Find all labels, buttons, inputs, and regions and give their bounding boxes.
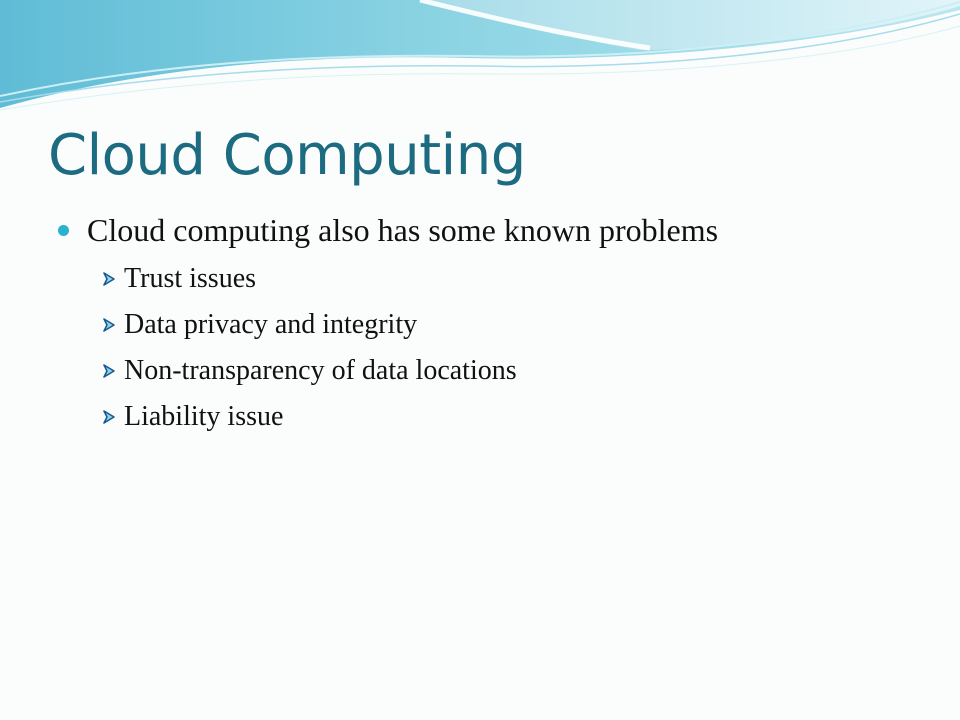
main-bullet-text: Cloud computing also has some known problems xyxy=(87,212,719,248)
arrow-bullet-icon xyxy=(102,363,116,379)
arrow-bullet-icon xyxy=(102,317,116,333)
slide-title: Cloud Computing xyxy=(48,123,526,188)
arrow-bullet-icon xyxy=(102,271,116,287)
main-bullet xyxy=(58,208,718,252)
header-wave-decoration xyxy=(0,0,960,120)
list-item xyxy=(102,348,517,394)
list-item xyxy=(102,302,517,348)
circle-bullet-icon xyxy=(58,225,69,236)
sub-bullet-text: Liability issue xyxy=(124,401,284,432)
sub-bullet-list xyxy=(102,256,517,440)
sub-bullet-text: Data privacy and integrity xyxy=(124,309,418,340)
list-item xyxy=(102,394,517,440)
arrow-bullet-icon xyxy=(102,409,116,425)
sub-bullet-text: Trust issues xyxy=(124,263,257,294)
list-item xyxy=(102,256,517,302)
sub-bullet-text: Non-transparency of data locations xyxy=(124,355,517,386)
